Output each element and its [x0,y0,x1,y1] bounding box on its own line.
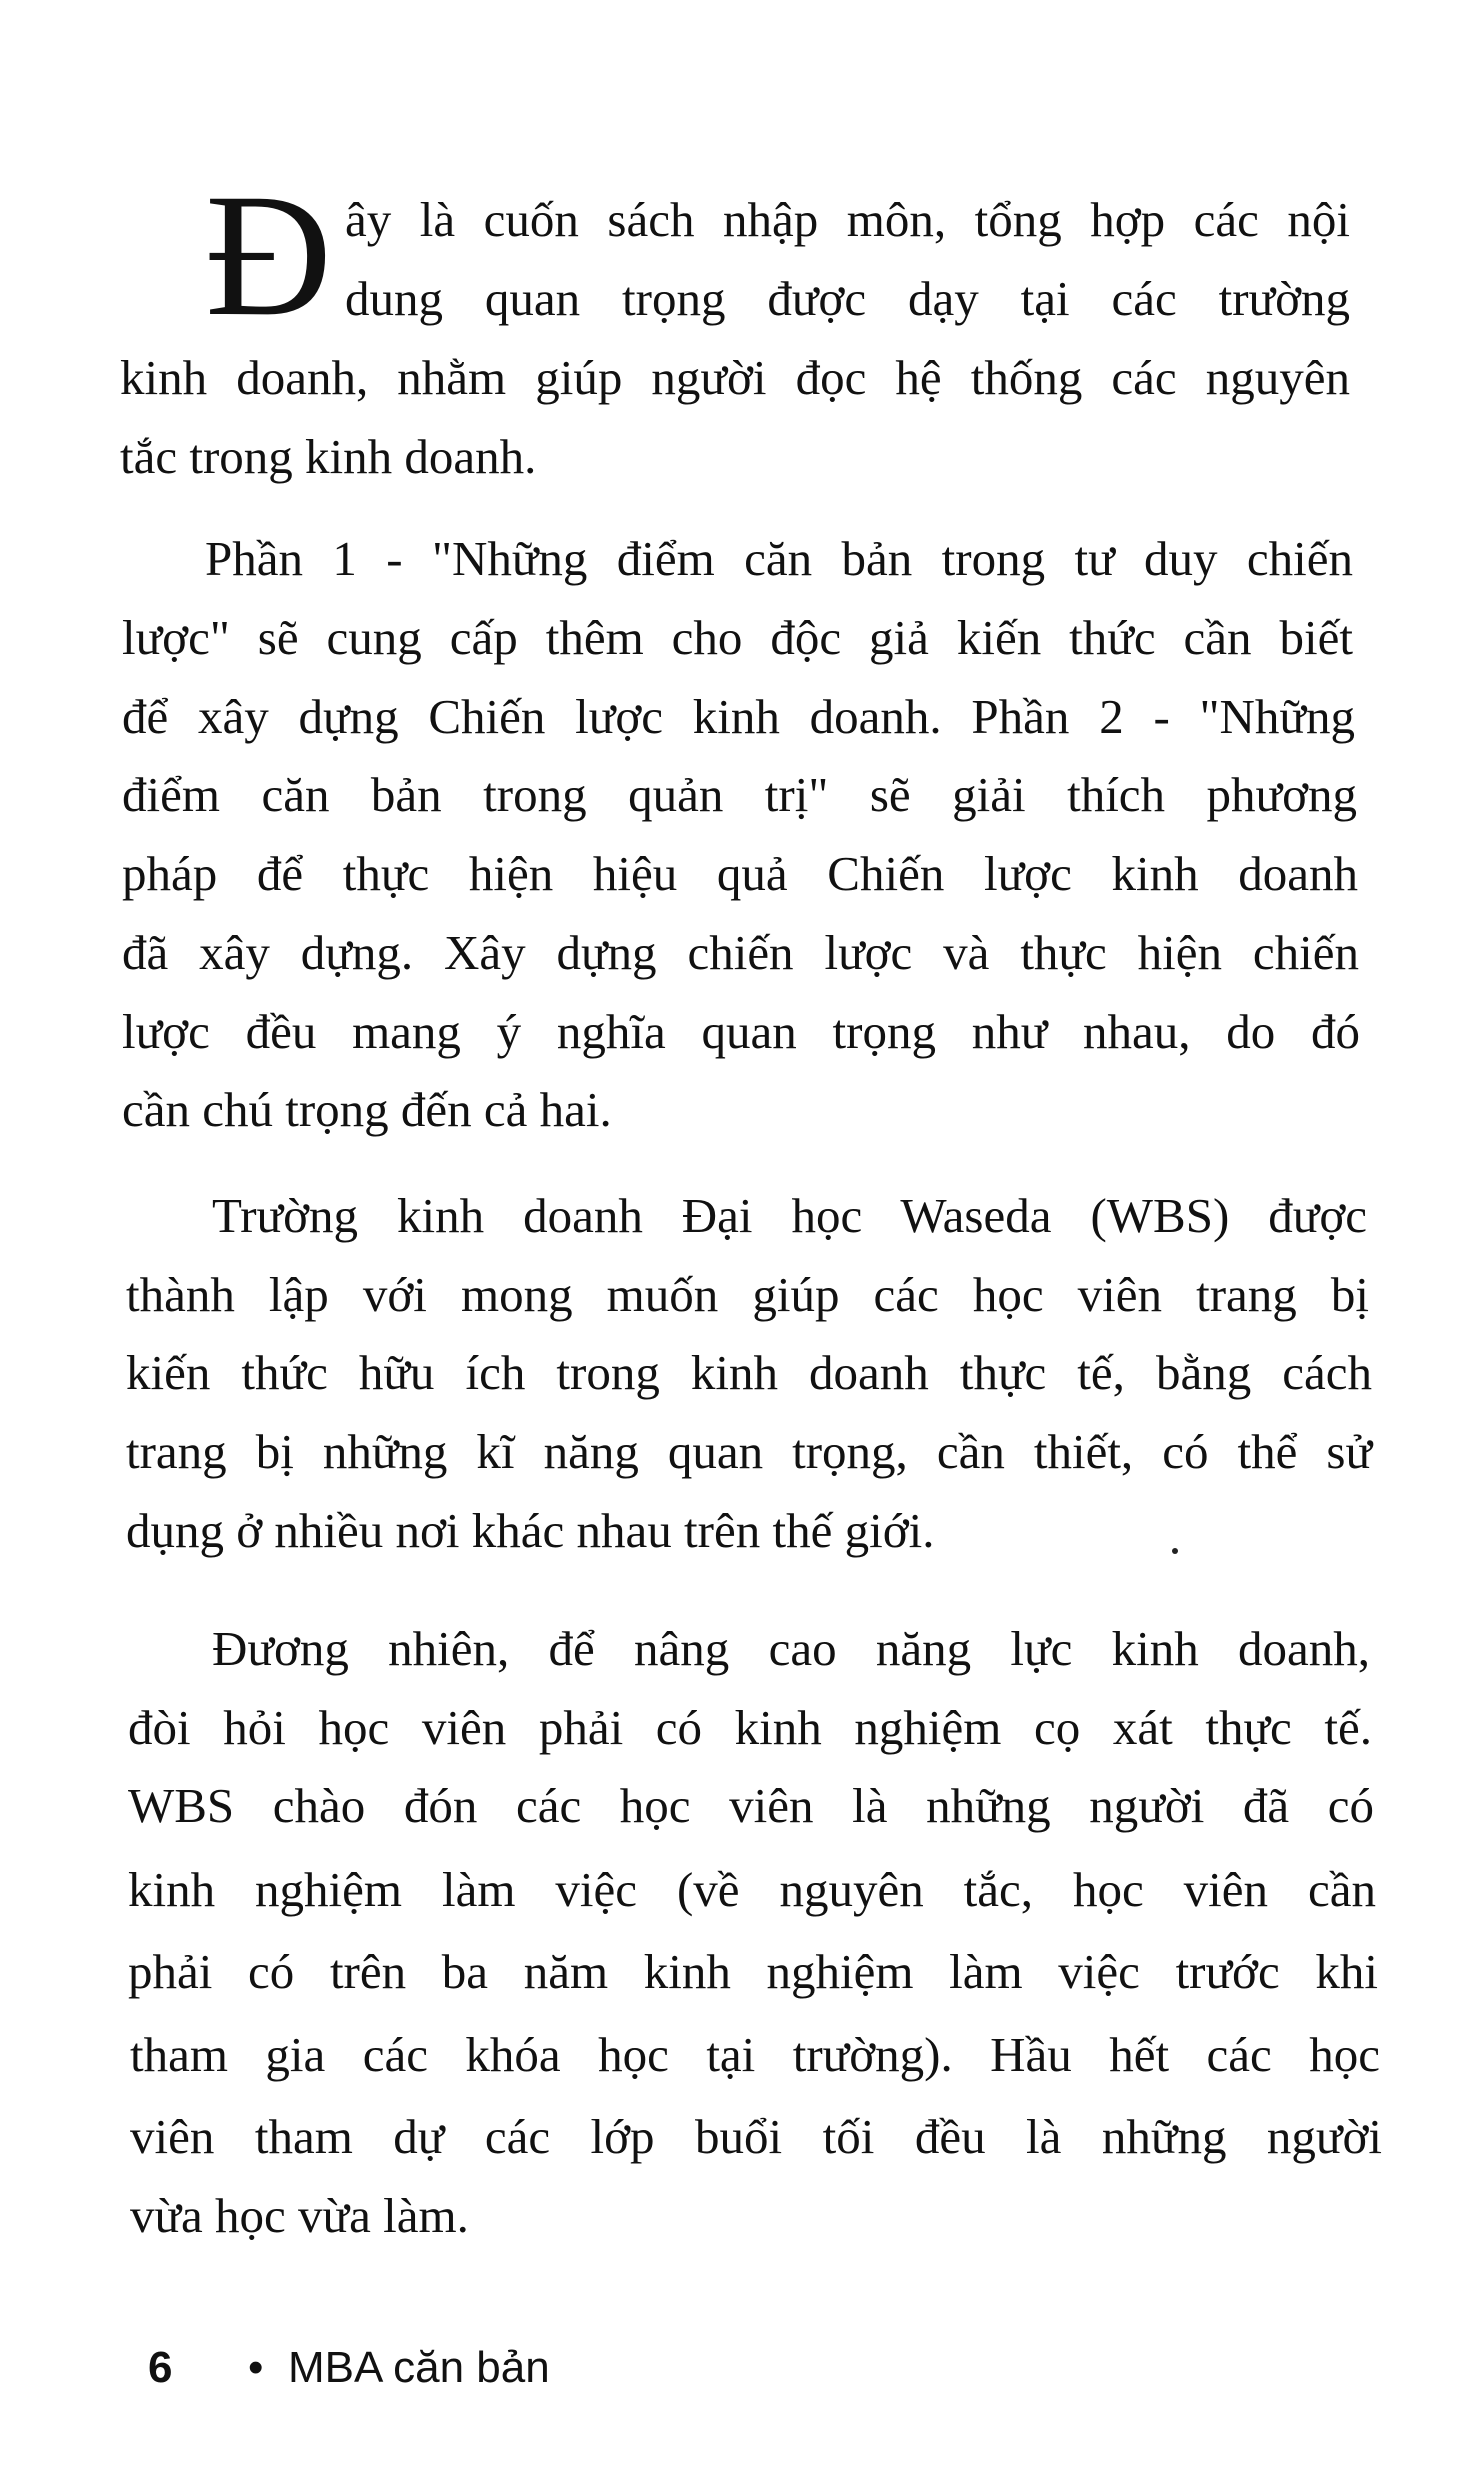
text-line: để xây dựng Chiến lược kinh doanh. Phần 2 - "Những [122,689,1355,744]
page-number: 6 [148,2343,173,2392]
text-line: tham gia các khóa học tại trường). Hầu hết các học [130,2027,1380,2082]
text-line: viên tham dự các lớp buổi tối đều là những người [130,2109,1382,2164]
text-line: cần chú trọng đến cả hai. [122,1082,612,1137]
stray-dot [1172,1548,1178,1554]
text-line: kinh nghiệm làm việc (về nguyên tắc, học viên cần [128,1862,1376,1917]
text-line: phải có trên ba năm kinh nghiệm làm việc trước khi [128,1944,1378,1999]
drop-cap: Đ [205,158,333,353]
text-line: đòi hỏi học viên phải có kinh nghiệm cọ xát thực tế. [128,1700,1372,1755]
text-line: vừa học vừa làm. [130,2188,469,2243]
text-line: WBS chào đón các học viên là những người đã có [128,1778,1374,1833]
text-line: Phần 1 - "Những điểm căn bản trong tư duy chiến [205,531,1353,586]
text-line: trang bị những kĩ năng quan trọng, cần thiết, có thể sử [126,1424,1372,1479]
text-line: dụng ở nhiều nơi khác nhau trên thế giới. [126,1503,935,1558]
text-line: dung quan trọng được dạy tại các trường [345,271,1350,326]
text-line: thành lập với mong muốn giúp các học viên trang bị [126,1267,1369,1322]
text-line: pháp để thực hiện hiệu quả Chiến lược kinh doanh [122,846,1358,901]
text-line: lược" sẽ cung cấp thêm cho độc giả kiến thức cần biết [122,610,1353,665]
text-line: lược đều mang ý nghĩa quan trọng như nhau, do đó [122,1004,1360,1059]
text-line: Đương nhiên, để nâng cao năng lực kinh doanh, [212,1621,1370,1676]
running-title: MBA căn bản [288,2343,550,2392]
text-line: tắc trong kinh doanh. [120,429,537,484]
bullet-separator: • [248,2343,264,2392]
text-line: ây là cuốn sách nhập môn, tổng hợp các nội [345,192,1350,247]
text-line: kiến thức hữu ích trong kinh doanh thực tế, bằng cách [126,1345,1372,1400]
text-line: đã xây dựng. Xây dựng chiến lược và thực hiện chiến [122,925,1359,980]
text-line: kinh doanh, nhằm giúp người đọc hệ thống các nguyên [120,350,1350,405]
text-line: Trường kinh doanh Đại học Waseda (WBS) được [212,1188,1367,1243]
text-line: điểm căn bản trong quản trị" sẽ giải thích phương [122,767,1357,822]
